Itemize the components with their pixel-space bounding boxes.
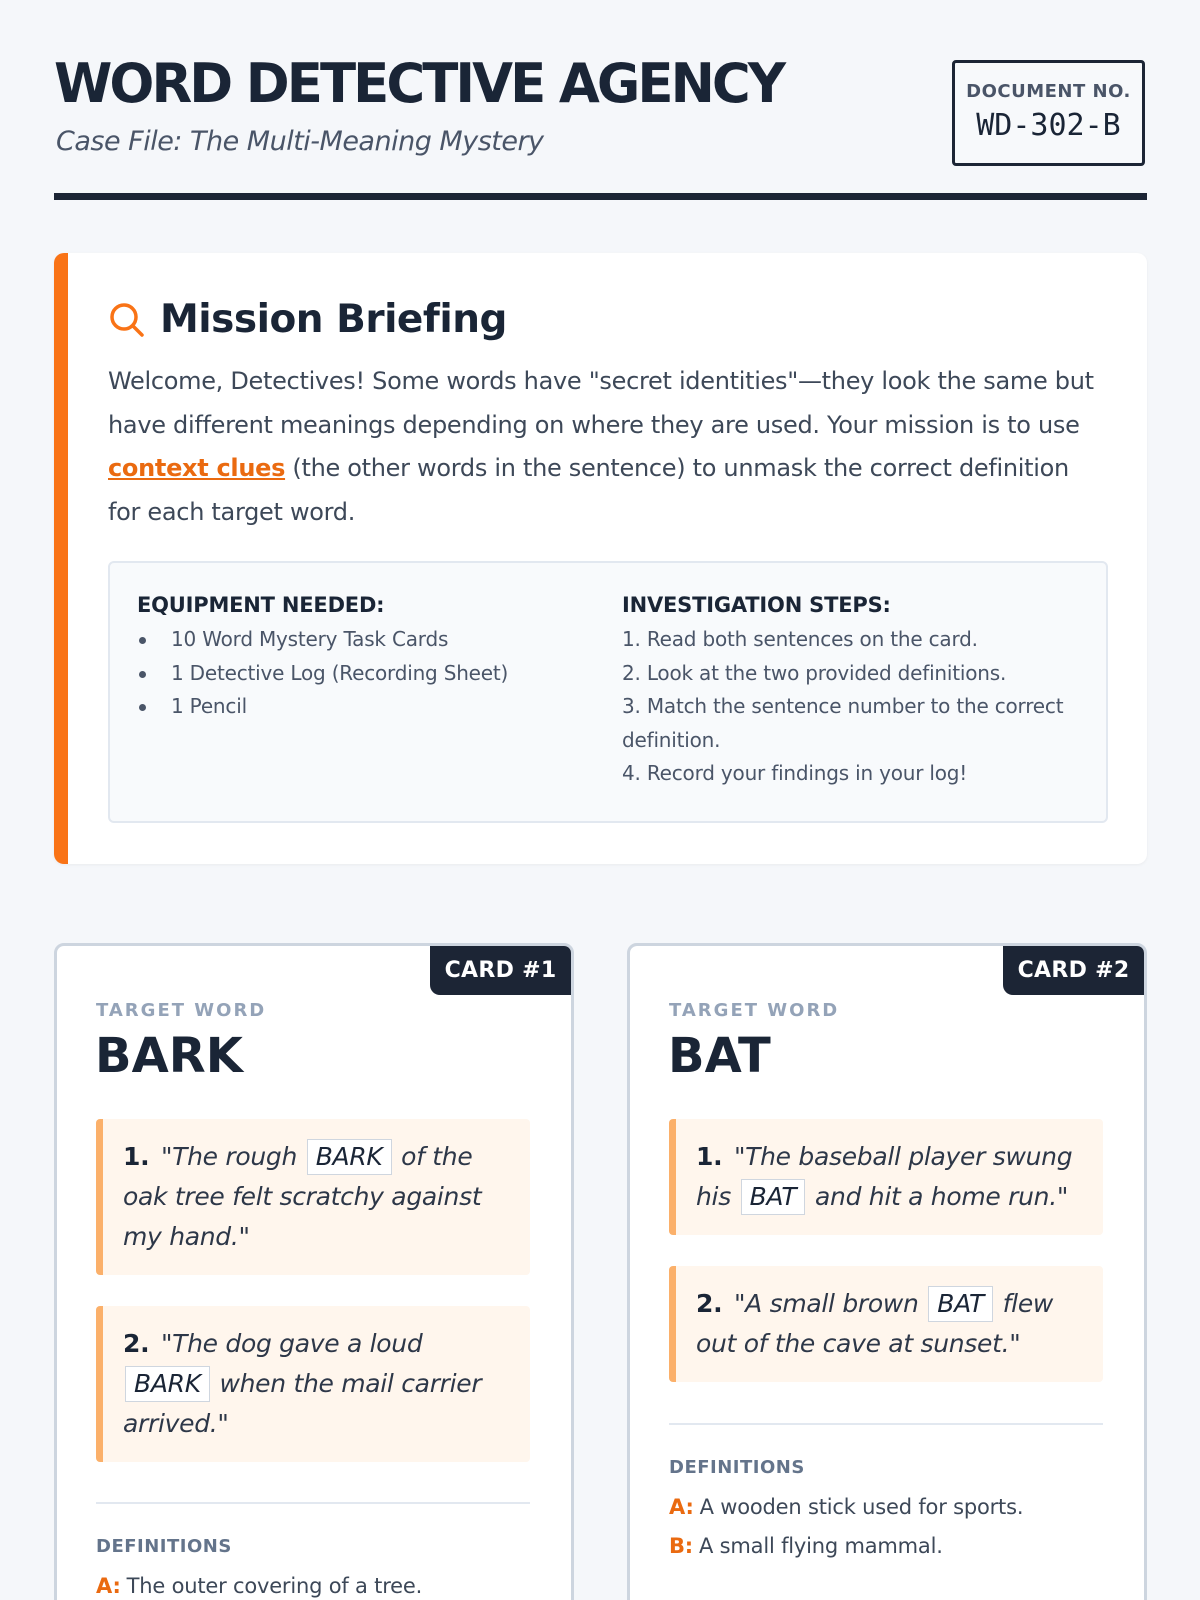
definition-text: A small flying mammal. xyxy=(699,1534,943,1558)
worksheet-page xyxy=(54,0,1147,1598)
sentence-2 xyxy=(669,1266,1103,1382)
sentence-number: 2. xyxy=(696,1289,723,1318)
sentence-text: flew out of the cave at sunset." xyxy=(696,1289,1054,1358)
sentence-text: and hit a home run." xyxy=(807,1182,1069,1211)
card-number-badge: CARD #1 xyxy=(430,946,571,995)
definition-item xyxy=(669,1495,1023,1519)
sentence-1 xyxy=(669,1119,1103,1235)
sentence-number: 1. xyxy=(696,1142,723,1171)
target-word-label: TARGET WORD xyxy=(96,1000,267,1021)
definitions-divider xyxy=(96,1502,530,1504)
sentence-text: when the mail carrier arrived." xyxy=(123,1369,482,1438)
target-word-box: BARK xyxy=(125,1366,210,1402)
sentence-text: "The baseball player swung his xyxy=(696,1142,1073,1211)
equipment-item: 10 Word Mystery Task Cards xyxy=(137,623,597,657)
document-number-box xyxy=(952,60,1145,166)
target-word: BAT xyxy=(668,1028,771,1084)
briefing-text-intro: Welcome, Detectives! Some words have "secret identities"—they look the same but have different meanings depending on where they are used. Your mission is to use xyxy=(108,367,1094,439)
mission-briefing-panel xyxy=(54,253,1147,864)
task-card-2 xyxy=(627,943,1147,1600)
investigation-step: 3. Match the sentence number to the correct definition. xyxy=(622,694,1064,752)
sentence-text: "The rough xyxy=(160,1142,305,1171)
document-number-label: DOCUMENT NO. xyxy=(966,81,1131,102)
sentence-2 xyxy=(96,1306,530,1462)
steps-heading: INVESTIGATION STEPS: xyxy=(622,593,891,617)
briefing-heading xyxy=(108,297,507,342)
magnifying-glass-icon xyxy=(108,301,146,339)
equipment-item: 1 Detective Log (Recording Sheet) xyxy=(137,657,597,691)
definition-item xyxy=(96,1574,422,1598)
equipment-list xyxy=(137,623,597,724)
steps-column xyxy=(622,593,1082,791)
target-word-box: BAT xyxy=(928,1286,993,1322)
sentence-text: of the oak tree felt scratchy against my hand." xyxy=(123,1142,482,1251)
briefing-title: Mission Briefing xyxy=(160,297,507,342)
header xyxy=(54,0,1147,200)
definition-text: A wooden stick used for sports. xyxy=(699,1495,1024,1519)
equipment-item: 1 Pencil xyxy=(137,690,597,724)
briefing-paragraph xyxy=(108,360,1108,534)
briefing-text-end: (the other words in the sentence) to unmask the correct definition for each target word. xyxy=(108,454,1069,526)
definition-letter: A: xyxy=(96,1574,121,1598)
equipment-column xyxy=(137,593,597,724)
target-word-box: BAT xyxy=(741,1179,806,1215)
briefing-accent-bar xyxy=(54,253,68,864)
definitions-divider xyxy=(669,1423,1103,1425)
definition-letter: B: xyxy=(669,1534,694,1558)
definitions-label: DEFINITIONS xyxy=(669,1457,805,1478)
header-divider xyxy=(54,193,1147,200)
document-number: WD-302-B xyxy=(976,108,1121,143)
card-number-badge: CARD #2 xyxy=(1003,946,1144,995)
definitions-label: DEFINITIONS xyxy=(96,1536,232,1557)
investigation-step: 1. Read both sentences on the card. xyxy=(622,627,978,651)
sentence-1 xyxy=(96,1119,530,1275)
sentence-number: 1. xyxy=(123,1142,150,1171)
page-title: WORD DETECTIVE AGENCY xyxy=(54,52,784,115)
target-word: BARK xyxy=(95,1028,243,1084)
context-clues-highlight: context clues xyxy=(108,454,286,482)
case-file-subtitle: Case File: The Multi-Meaning Mystery xyxy=(56,126,544,157)
instructions-box xyxy=(108,561,1108,823)
task-card-1 xyxy=(54,943,574,1600)
sentence-text: "The dog gave a loud xyxy=(160,1329,423,1358)
target-word-box: BARK xyxy=(307,1139,392,1175)
definition-item xyxy=(669,1534,943,1558)
definition-text: The outer covering of a tree. xyxy=(126,1574,423,1598)
investigation-step: 4. Record your findings in your log! xyxy=(622,761,968,785)
definition-letter: A: xyxy=(669,1495,694,1519)
sentence-number: 2. xyxy=(123,1329,150,1358)
investigation-step: 2. Look at the two provided definitions. xyxy=(622,660,1007,685)
sentence-text: "A small brown xyxy=(733,1289,927,1318)
target-word-label: TARGET WORD xyxy=(669,1000,840,1021)
equipment-heading: EQUIPMENT NEEDED: xyxy=(137,593,385,617)
